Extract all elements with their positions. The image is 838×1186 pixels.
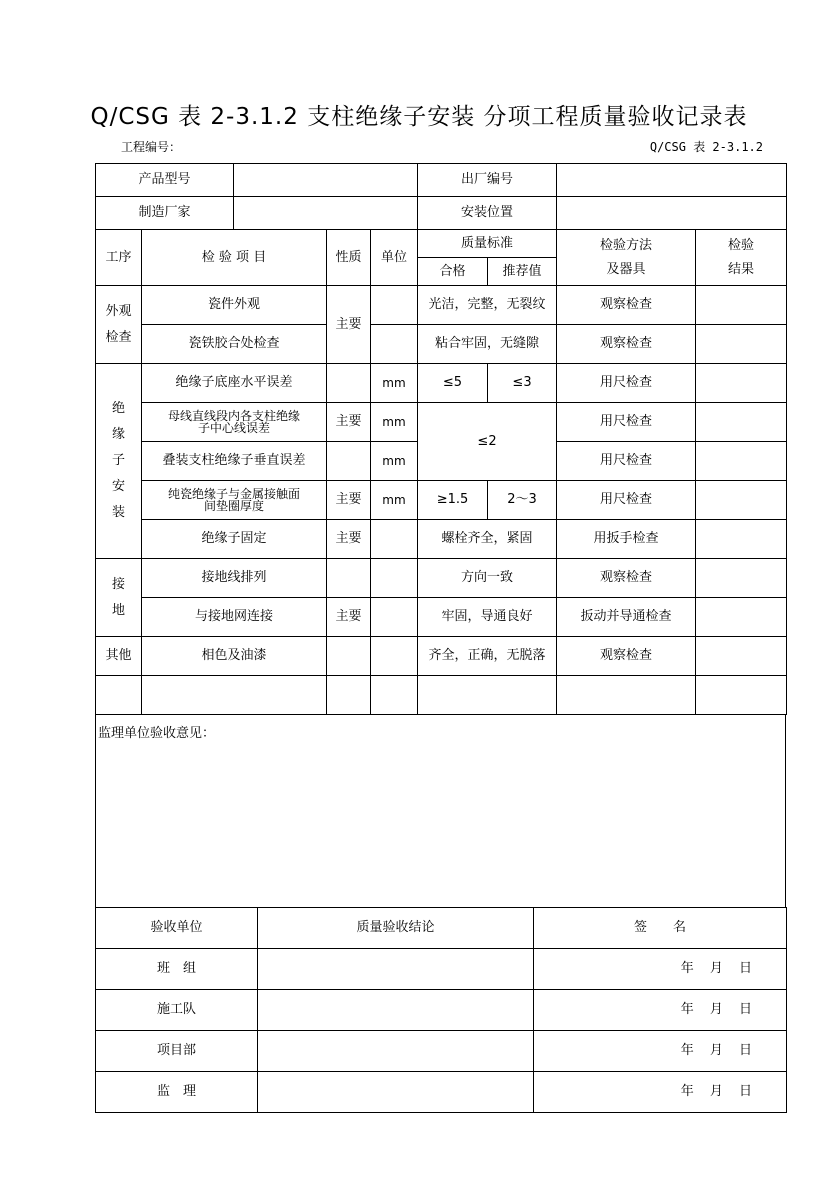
result-cell[interactable]	[696, 559, 787, 598]
table-row	[96, 559, 787, 598]
header-conclusion: 质量验收结论	[258, 908, 534, 949]
method-cell: 用尺检查	[557, 364, 696, 403]
item-cell: 绝缘子底座水平误差	[142, 364, 327, 403]
header-unit: 单位	[371, 230, 418, 286]
supervision-opinion-box[interactable]	[95, 714, 786, 908]
factory-no-label: 出厂编号	[418, 164, 557, 197]
header-qualified: 合格	[418, 258, 488, 286]
method-cell: 扳动并导通检查	[557, 598, 696, 637]
signature-date[interactable]: 年 月 日	[534, 1072, 787, 1113]
signature-date[interactable]: 年 月 日	[534, 949, 787, 990]
table-row	[96, 481, 787, 520]
group-ground: 接 地	[96, 559, 142, 637]
nature-cell	[327, 637, 371, 676]
result-cell[interactable]	[696, 442, 787, 481]
conclusion-field[interactable]	[258, 1031, 534, 1072]
empty-cell[interactable]	[327, 676, 371, 715]
result-cell[interactable]	[696, 403, 787, 442]
table-row	[96, 598, 787, 637]
conclusion-field[interactable]	[258, 1072, 534, 1113]
install-location-label: 安装位置	[418, 197, 557, 230]
nature-cell	[327, 559, 371, 598]
table-row	[96, 637, 787, 676]
item-cell: 绝缘子固定	[142, 520, 327, 559]
unit-supervision: 监 理	[96, 1072, 258, 1113]
method-line1: 检验方法	[600, 237, 653, 253]
product-info-table	[95, 163, 787, 230]
conclusion-field[interactable]	[258, 990, 534, 1031]
result-cell[interactable]	[696, 637, 787, 676]
install-location-field[interactable]	[557, 197, 787, 230]
header-standard: 质量标准	[418, 230, 557, 258]
unit-cell	[371, 559, 418, 598]
header-signature: 签 名	[534, 908, 787, 949]
nature-cell: 主要	[327, 403, 371, 442]
result-cell[interactable]	[696, 598, 787, 637]
inspection-table	[95, 229, 787, 715]
table-row	[96, 286, 787, 325]
standard-cell: 牢固，导通良好	[418, 598, 557, 637]
signature-date[interactable]: 年 月 日	[534, 1031, 787, 1072]
table-row	[96, 520, 787, 559]
manufacturer-label: 制造厂家	[96, 197, 234, 230]
manufacturer-field[interactable]	[234, 197, 418, 230]
group-other: 其他	[96, 637, 142, 676]
form-code: Q/CSG 表 2-3.1.2	[649, 140, 763, 154]
group-label: 检查	[105, 329, 132, 345]
factory-no-field[interactable]	[557, 164, 787, 197]
qualified-cell: ≥1.5	[418, 481, 488, 520]
unit-cell: mm	[371, 364, 418, 403]
result-cell[interactable]	[696, 286, 787, 325]
group-appearance	[96, 286, 142, 364]
method-cell: 观察检查	[557, 325, 696, 364]
method-cell: 用尺检查	[557, 403, 696, 442]
unit-cell	[371, 520, 418, 559]
standard-cell: ≤2	[418, 403, 557, 481]
conclusion-field[interactable]	[258, 949, 534, 990]
table-row	[96, 364, 787, 403]
method-line2: 及器具	[606, 261, 646, 277]
result-line2: 结果	[728, 261, 755, 277]
unit-cell: mm	[371, 481, 418, 520]
supervision-opinion-label: 监理单位验收意见：	[98, 726, 216, 741]
acceptance-table	[95, 907, 787, 1113]
item-cell: 母线直线段内各支柱绝缘子中心线误差	[142, 403, 327, 442]
group-label: 外观	[105, 303, 132, 319]
nature-cell: 主要	[327, 481, 371, 520]
header-nature: 性质	[327, 230, 371, 286]
result-cell[interactable]	[696, 481, 787, 520]
item-cell: 相色及油漆	[142, 637, 327, 676]
recommended-cell: 2～3	[488, 481, 557, 520]
unit-cell	[371, 637, 418, 676]
item-cell: 接地线排列	[142, 559, 327, 598]
nature-cell: 主要	[327, 286, 371, 364]
product-model-field[interactable]	[234, 164, 418, 197]
empty-cell[interactable]	[418, 676, 557, 715]
header-item: 检 验 项 目	[142, 230, 327, 286]
method-cell: 用尺检查	[557, 442, 696, 481]
empty-cell[interactable]	[557, 676, 696, 715]
recommended-cell: ≤3	[488, 364, 557, 403]
table-row	[96, 1031, 787, 1072]
unit-cell: mm	[371, 442, 418, 481]
unit-cell	[371, 598, 418, 637]
method-cell: 观察检查	[557, 559, 696, 598]
item-cell: 叠装支柱绝缘子垂直误差	[142, 442, 327, 481]
method-cell: 用扳手检查	[557, 520, 696, 559]
item-cell: 瓷铁胶合处检查	[142, 325, 327, 364]
table-row-empty	[96, 676, 787, 715]
result-cell[interactable]	[696, 325, 787, 364]
group-insulator: 绝 缘 子 安 装	[96, 364, 142, 559]
page-title: Q/CSG 表 2-3.1.2 支柱绝缘子安装 分项工程质量验收记录表	[90, 104, 748, 130]
table-row	[96, 990, 787, 1031]
project-number-label: 工程编号：	[121, 140, 182, 154]
empty-cell[interactable]	[696, 676, 787, 715]
unit-construction: 施工队	[96, 990, 258, 1031]
signature-date[interactable]: 年 月 日	[534, 990, 787, 1031]
nature-cell: 主要	[327, 520, 371, 559]
item-cell: 纯瓷绝缘子与金属接触面间垫圈厚度	[142, 481, 327, 520]
header-recommended: 推荐值	[488, 258, 557, 286]
standard-cell: 光洁，完整，无裂纹	[418, 286, 557, 325]
result-cell[interactable]	[696, 364, 787, 403]
empty-cell[interactable]	[142, 676, 327, 715]
unit-project: 项目部	[96, 1031, 258, 1072]
table-row	[96, 949, 787, 990]
unit-cell	[371, 286, 418, 325]
header-result	[696, 230, 787, 286]
standard-cell: 粘合牢固，无缝隙	[418, 325, 557, 364]
unit-cell: mm	[371, 403, 418, 442]
header-method	[557, 230, 696, 286]
header-acceptance-unit: 验收单位	[96, 908, 258, 949]
item-cell: 瓷件外观	[142, 286, 327, 325]
empty-cell[interactable]	[371, 676, 418, 715]
unit-team: 班 组	[96, 949, 258, 990]
table-row	[96, 1072, 787, 1113]
unit-cell	[371, 325, 418, 364]
item-cell: 与接地网连接	[142, 598, 327, 637]
nature-cell: 主要	[327, 598, 371, 637]
nature-cell	[327, 442, 371, 481]
nature-cell	[327, 364, 371, 403]
standard-cell: 螺栓齐全，紧固	[418, 520, 557, 559]
method-cell: 观察检查	[557, 637, 696, 676]
standard-cell: 方向一致	[418, 559, 557, 598]
method-cell: 用尺检查	[557, 481, 696, 520]
table-row	[96, 403, 787, 442]
header-process: 工序	[96, 230, 142, 286]
method-cell: 观察检查	[557, 286, 696, 325]
table-row	[96, 325, 787, 364]
qualified-cell: ≤5	[418, 364, 488, 403]
result-line1: 检验	[728, 237, 755, 253]
result-cell[interactable]	[696, 520, 787, 559]
standard-cell: 齐全，正确，无脱落	[418, 637, 557, 676]
product-model-label: 产品型号	[96, 164, 234, 197]
empty-cell[interactable]	[96, 676, 142, 715]
